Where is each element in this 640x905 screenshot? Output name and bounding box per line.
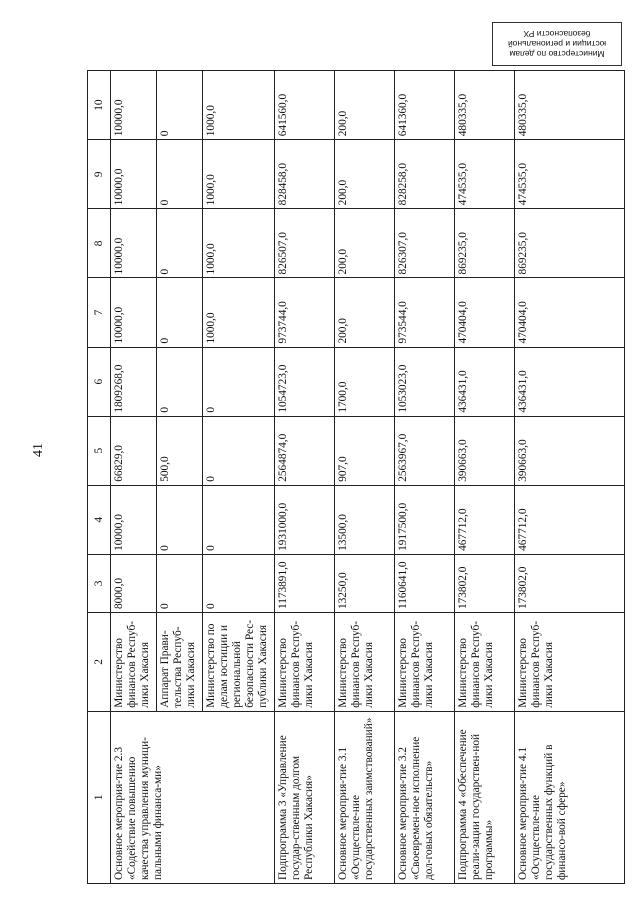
table-header-row xyxy=(88,71,111,884)
value-cell: 828458,0 xyxy=(275,140,335,209)
value-cell: 0 xyxy=(157,209,203,278)
value-cell: 436431,0 xyxy=(455,347,515,416)
value-cell: 467712,0 xyxy=(515,485,625,554)
value-cell: 2563967,0 xyxy=(395,416,455,485)
column-header: 9 xyxy=(88,140,111,209)
value-cell: 1000,0 xyxy=(203,209,275,278)
value-cell: 0 xyxy=(157,554,203,612)
value-cell: 66829,0 xyxy=(111,416,157,485)
value-cell: 13250,0 xyxy=(335,554,395,612)
value-cell: 0 xyxy=(157,278,203,347)
value-cell: 0 xyxy=(203,416,275,485)
value-cell: 390663,0 xyxy=(455,416,515,485)
table-row xyxy=(335,71,395,884)
value-cell: 0 xyxy=(157,140,203,209)
value-cell: 8000,0 xyxy=(111,554,157,612)
value-cell: 173802,0 xyxy=(515,554,625,612)
value-cell: 480335,0 xyxy=(455,71,515,140)
executor-cell: Министерство финансов Респуб-лики Хакасия xyxy=(455,613,515,712)
ministry-stamp xyxy=(492,22,622,66)
value-cell: 0 xyxy=(157,485,203,554)
executor-cell: Министерство финансов Респуб-лики Хакасия xyxy=(395,613,455,712)
value-cell: 10000,0 xyxy=(111,278,157,347)
value-cell: 907,0 xyxy=(335,416,395,485)
value-cell: 1160641,0 xyxy=(395,554,455,612)
measure-name-cell: Основное мероприя-тие 4.1 «Осуществле-ние государственных функций в финансо-вой сфере» xyxy=(515,711,625,883)
value-cell: 869235,0 xyxy=(515,209,625,278)
value-cell: 436431,0 xyxy=(515,347,625,416)
value-cell: 826307,0 xyxy=(395,209,455,278)
column-header: 3 xyxy=(88,554,111,612)
value-cell: 2564874,0 xyxy=(275,416,335,485)
column-header: 8 xyxy=(88,209,111,278)
value-cell: 470404,0 xyxy=(515,278,625,347)
value-cell: 0 xyxy=(157,71,203,140)
column-header: 7 xyxy=(88,278,111,347)
stamp-line: Министерство по делам xyxy=(509,49,605,59)
value-cell: 10000,0 xyxy=(111,209,157,278)
column-header: 10 xyxy=(88,71,111,140)
value-cell: 869235,0 xyxy=(455,209,515,278)
value-cell: 1053023,0 xyxy=(395,347,455,416)
value-cell: 474535,0 xyxy=(455,140,515,209)
value-cell: 1931000,0 xyxy=(275,485,335,554)
value-cell: 480335,0 xyxy=(515,71,625,140)
column-header: 6 xyxy=(88,347,111,416)
measure-name-cell: Основное мероприя-тие 2.3 «Содействие повышению качества управления муници-пальными финанса-ми» xyxy=(111,711,275,883)
table-row xyxy=(111,71,157,884)
value-cell: 641360,0 xyxy=(395,71,455,140)
value-cell: 0 xyxy=(203,485,275,554)
column-header: 1 xyxy=(88,711,111,883)
value-cell: 467712,0 xyxy=(455,485,515,554)
value-cell: 1809268,0 xyxy=(111,347,157,416)
value-cell: 1700,0 xyxy=(335,347,395,416)
value-cell: 641560,0 xyxy=(275,71,335,140)
table-row xyxy=(455,71,515,884)
column-header: 5 xyxy=(88,416,111,485)
measure-name-cell: Основное мероприя-тие 3.2 «Своевремен-ное исполнение дол-говых обязательств» xyxy=(395,711,455,883)
value-cell: 1054723,0 xyxy=(275,347,335,416)
value-cell: 173802,0 xyxy=(455,554,515,612)
executor-cell: Министерство по делам юстиции и региональной безопасности Рес-публики Хакасия xyxy=(203,613,275,712)
value-cell: 13500,0 xyxy=(335,485,395,554)
value-cell: 200,0 xyxy=(335,140,395,209)
value-cell: 10000,0 xyxy=(111,485,157,554)
funding-table xyxy=(87,70,625,884)
value-cell: 0 xyxy=(203,347,275,416)
value-cell: 390663,0 xyxy=(515,416,625,485)
stamp-line: безопасности РХ xyxy=(523,29,591,39)
page-number: 41 xyxy=(31,443,46,457)
table-row xyxy=(395,71,455,884)
value-cell: 973544,0 xyxy=(395,278,455,347)
value-cell: 1173891,0 xyxy=(275,554,335,612)
value-cell: 474535,0 xyxy=(515,140,625,209)
rotated-table-sheet xyxy=(87,70,625,884)
value-cell: 1000,0 xyxy=(203,140,275,209)
stamp-line: юстиции и региональной xyxy=(507,39,607,49)
value-cell: 1000,0 xyxy=(203,71,275,140)
value-cell: 0 xyxy=(203,554,275,612)
measure-name-cell: Основное мероприя-тие 3.1 «Осуществле-ние государственных заимствований» xyxy=(335,711,395,883)
column-header: 4 xyxy=(88,485,111,554)
value-cell: 10000,0 xyxy=(111,140,157,209)
value-cell: 200,0 xyxy=(335,278,395,347)
value-cell: 1000,0 xyxy=(203,278,275,347)
measure-name-cell: Подпрограмма 3 «Управление государ-ственным долгом Республики Хакасия» xyxy=(275,711,335,883)
value-cell: 826507,0 xyxy=(275,209,335,278)
value-cell: 470404,0 xyxy=(455,278,515,347)
value-cell: 200,0 xyxy=(335,209,395,278)
value-cell: 500,0 xyxy=(157,416,203,485)
table-row xyxy=(515,71,625,884)
value-cell: 10000,0 xyxy=(111,71,157,140)
value-cell: 1917500,0 xyxy=(395,485,455,554)
value-cell: 973744,0 xyxy=(275,278,335,347)
table-row xyxy=(275,71,335,884)
column-header: 2 xyxy=(88,613,111,712)
value-cell: 0 xyxy=(157,347,203,416)
executor-cell: Министерство финансов Респуб-лики Хакасия xyxy=(515,613,625,712)
measure-name-cell: Подпрограмма 4 «Обеспечение реали-зации государствен-ной программы» xyxy=(455,711,515,883)
value-cell: 200,0 xyxy=(335,71,395,140)
executor-cell: Министерство финансов Респуб-лики Хакасия xyxy=(335,613,395,712)
value-cell: 828258,0 xyxy=(395,140,455,209)
executor-cell: Министерство финансов Респуб-лики Хакасия xyxy=(275,613,335,712)
executor-cell: Аппарат Прави-тельства Респуб-лики Хакасия xyxy=(157,613,203,712)
executor-cell: Министерство финансов Респуб-лики Хакасия xyxy=(111,613,157,712)
